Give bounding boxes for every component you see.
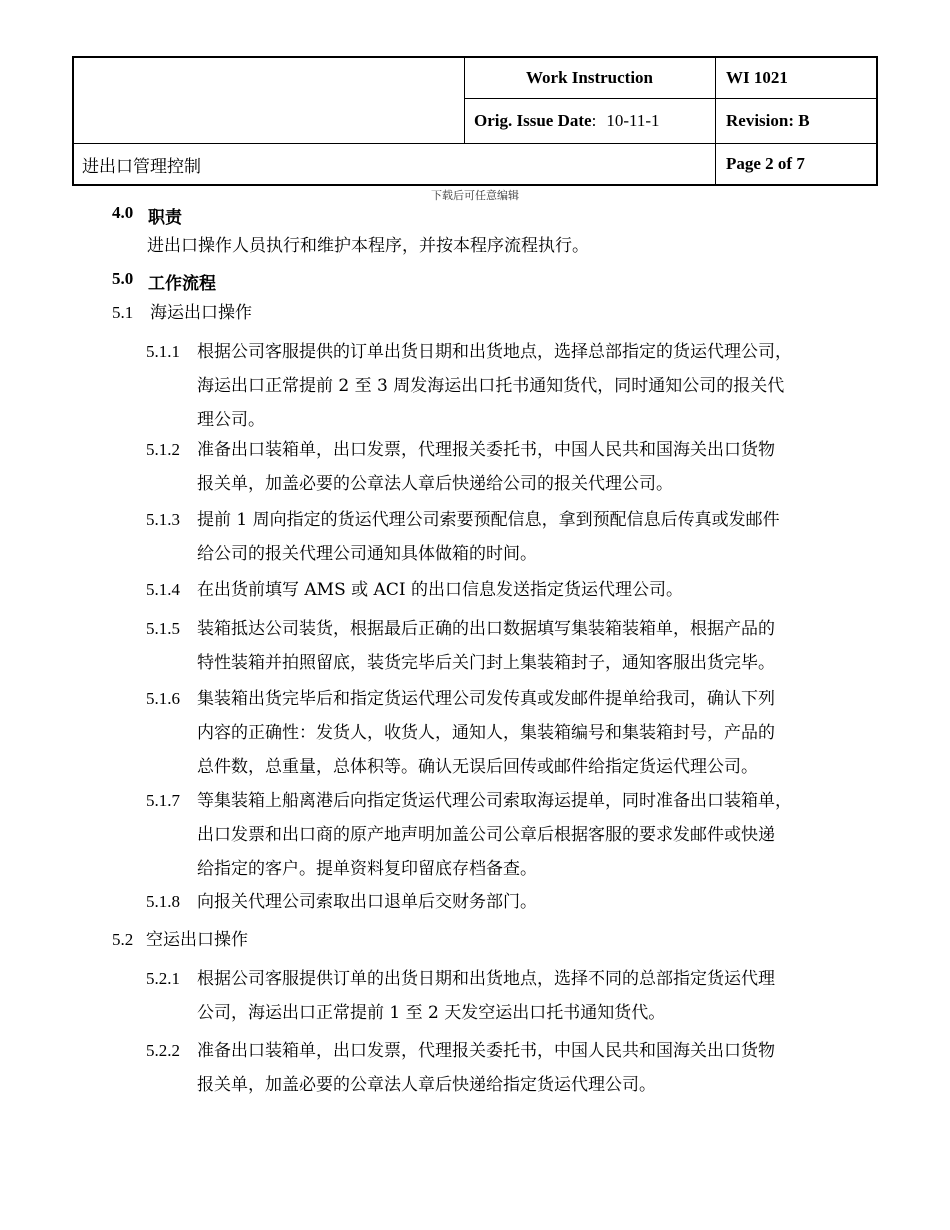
item-number: 5.1.8 [146,892,180,911]
item-text [197,573,837,607]
issue-date-value: 10-11-1 [606,111,660,130]
item-text [197,1034,837,1102]
item-line: 等集装箱上船离港后向指定货运代理公司索取海运提单，同时准备出口装箱单， [197,791,792,811]
item-line: 提前 1 周向指定的货运代理公司索要预配信息，拿到预配信息后传真或发邮件 [197,510,780,530]
item-number: 5.1.2 [146,440,180,459]
header-blank-cell [74,58,464,143]
table-divider [715,58,716,184]
item-line: 准备出口装箱单，出口发票，代理报关委托书，中国人民共和国海关出口货物 [197,440,775,460]
subsection-number: 5.2 [112,930,134,949]
item-line: 准备出口装箱单，出口发票，代理报关委托书，中国人民共和国海关出口货物 [197,1041,775,1061]
watermark-text: 下载后可任意编辑 [431,189,519,202]
item-line: 根据公司客服提供的订单出货日期和出货地点，选择总部指定的货运代理公司， [197,342,792,362]
section-title: 工作流程 [148,274,216,294]
item-number: 5.2.1 [146,969,180,988]
item-line: 根据公司客服提供订单的出货日期和出货地点，选择不同的总部指定货运代理 [197,969,775,989]
section-title: 职责 [148,208,182,228]
item-line: 在出货前填写 AMS 或 ACI 的出口信息发送指定货运代理公司。 [197,580,683,600]
section-number: 4.0 [112,203,134,222]
item-line: 报关单，加盖必要的公章法人章后快递给指定货运代理公司。 [197,1075,656,1095]
revision: Revision: B [726,111,810,130]
item-line: 出口发票和出口商的原产地声明加盖公司公章后根据客服的要求发邮件或快递 [197,825,775,845]
subsection-number: 5.1 [112,303,134,322]
item-text [197,503,837,571]
item-line: 报关单，加盖必要的公章法人章后快递给公司的报关代理公司。 [197,474,673,494]
item-number: 5.1.6 [146,689,180,708]
page-number: Page 2 of 7 [726,154,805,173]
item-text [197,885,837,919]
item-line: 内容的正确性：发货人，收货人，通知人，集装箱编号和集装箱封号，产品的 [197,723,775,743]
item-number: 5.2.2 [146,1041,180,1060]
subsection-title: 海运出口操作 [150,303,252,323]
issue-date-label: Orig. Issue Date [474,111,592,130]
item-text [197,433,837,501]
item-text [197,962,837,1030]
item-line: 装箱抵达公司装货，根据最后正确的出口数据填写集装箱装箱单，根据产品的 [197,619,775,639]
item-number: 5.1.1 [146,342,180,361]
item-text [197,612,837,680]
item-line: 给公司的报关代理公司通知具体做箱的时间。 [197,544,537,564]
header-table [72,56,878,186]
item-number: 5.1.3 [146,510,180,529]
item-text [197,784,837,886]
item-line: 理公司。 [197,410,265,430]
section-number: 5.0 [112,269,134,288]
issue-date-cell [474,99,715,143]
issue-date-separator: : [591,111,597,130]
doc-type: Work Instruction [525,68,654,87]
doc-title: 进出口管理控制 [82,156,201,177]
item-text [197,335,837,437]
section-body: 进出口操作人员执行和维护本程序，并按本程序流程执行。 [147,236,589,256]
item-line: 集装箱出货完毕后和指定货运代理公司发传真或发邮件提单给我司，确认下列 [197,689,775,709]
subsection-title: 空运出口操作 [146,930,248,950]
item-line: 公司，海运出口正常提前 1 至 2 天发空运出口托书通知货代。 [197,1003,666,1023]
item-number: 5.1.4 [146,580,180,599]
item-number: 5.1.7 [146,791,180,810]
item-text [197,682,837,784]
item-line: 给指定的客户。提单资料复印留底存档备查。 [197,859,537,879]
item-line: 特性装箱并拍照留底，装货完毕后关门封上集装箱封子，通知客服出货完毕。 [197,653,775,673]
item-line: 海运出口正常提前 2 至 3 周发海运出口托书通知货代，同时通知公司的报关代 [197,376,785,396]
doc-id: WI 1021 [726,68,788,87]
item-line: 向报关代理公司索取出口退单后交财务部门。 [197,892,537,912]
item-number: 5.1.5 [146,619,180,638]
item-line: 总件数，总重量，总体积等。确认无误后回传或邮件给指定货运代理公司。 [197,757,758,777]
